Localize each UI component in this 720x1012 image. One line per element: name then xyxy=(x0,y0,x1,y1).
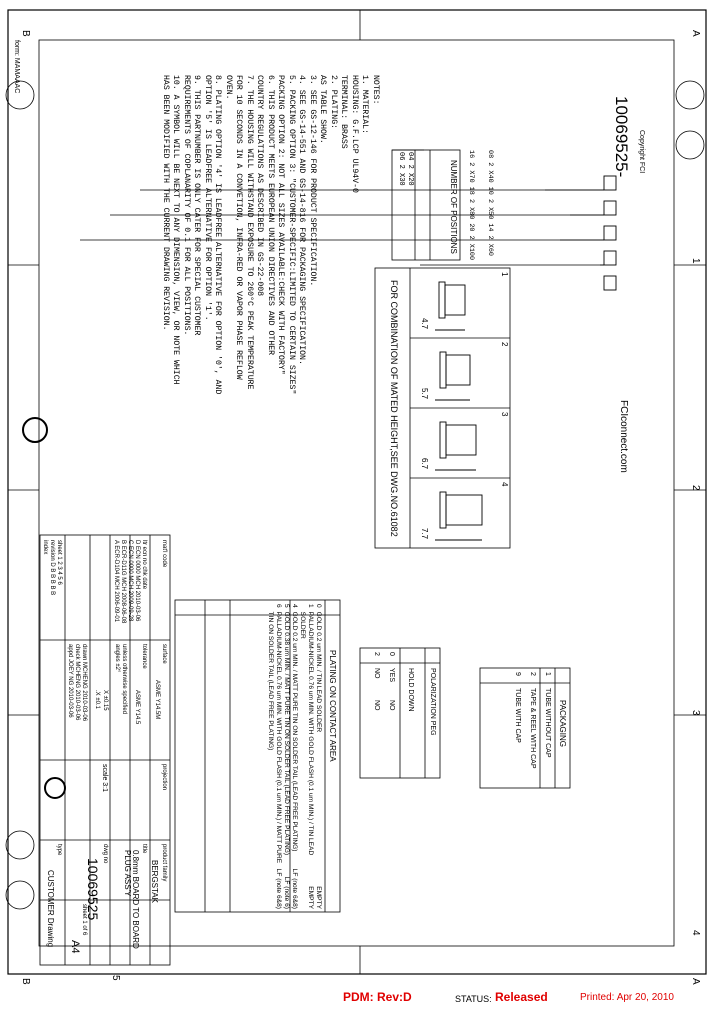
title-value: 0.8mm BOARD TO BOARD PLUG ASS'Y xyxy=(123,850,140,949)
zone-letter-top-a: A xyxy=(690,30,701,37)
mated-height-4: 7.7 xyxy=(420,528,429,540)
packaging-label-3: TUBE WITH CAP xyxy=(514,688,521,743)
note-line: OVEN. xyxy=(224,75,233,100)
positions-row-1: 04 2 X20 xyxy=(406,152,414,186)
type-value: CUSTOMER Drawing xyxy=(46,870,55,948)
notes-block xyxy=(160,75,381,394)
title-label: title xyxy=(141,844,147,854)
positions-row-2: 06 2 X30 xyxy=(397,152,406,186)
plating-row-5: 5 GOLD 0.38 um MIN. / MATT PURE TIN ON SOLDER TAIL (LEAD FREE PLATING) LF (note 6) xyxy=(283,604,290,909)
connector-sketches xyxy=(435,282,482,540)
unless-text: unless otherwise specified xyxy=(121,644,127,715)
sheet-text: sheet 1 of 6 xyxy=(81,904,87,936)
note-line: FOR 10 SECONDS IN A CONVETION, INFRA-RED OR VAPOR PHASE REFLOW xyxy=(234,75,244,380)
plating-row-4: 4 GOLD 0.2 um MIN. / MATT PURE TIN ON SOLDER TAIL (LEAD FREE PLATING) LF (note 6&8) xyxy=(291,604,298,909)
dims2-text: .X ±0.1 xyxy=(94,690,100,709)
positions-row-3: 08 2 X40 xyxy=(486,150,494,183)
positions-row-7: 18 2 X80 xyxy=(467,186,475,220)
plating-row-1: 1 PALLADIUM-NICKEL 0.76 um MIN. WITH GOLD FLASH (0.1 um MIN.) / TIN LEAD SOLDER EMPTY xyxy=(299,604,314,909)
packaging-code-3: 9 xyxy=(514,672,521,676)
suffix-box-group xyxy=(604,176,616,290)
approvals xyxy=(66,644,87,721)
polarization-peg-2: NO xyxy=(373,668,380,679)
note-line: COUNTRY REGULATIONS AS DESCRIBED IN GS-22-008 xyxy=(255,75,265,297)
status-label: STATUS: xyxy=(455,994,492,1004)
packaging-label-1: TUBE WITHOUT CAP xyxy=(544,688,551,758)
zone-letter-top-b: B xyxy=(20,30,31,37)
dwg-no-label: dwg no xyxy=(102,844,108,864)
matl-label: mat'l code xyxy=(161,540,167,568)
revision-header: ltr ecn no chk date xyxy=(141,540,147,590)
zone-letter-bottom-a: A xyxy=(690,978,701,985)
mated-index-3: 3 xyxy=(500,412,509,417)
printed-date: Printed: Apr 20, 2010 xyxy=(580,992,674,1003)
plating-rows xyxy=(266,604,322,909)
note-line: 8. PLATING OPTION '4' IS LEADFREE ALTERNATIVE FOR OPTION '0', AND xyxy=(213,75,223,395)
sheet-index xyxy=(41,540,62,595)
mated-index-4: 4 xyxy=(500,482,509,487)
size-text: A4 xyxy=(69,940,81,954)
polarization-table-grid xyxy=(360,648,440,778)
revision-row-d: D ECN 0000 MCH 2010-03-06 xyxy=(134,540,140,622)
note-line: 3. SEE GS-12-146 FOR PRODUCT SPECIFICATION. xyxy=(308,75,317,287)
positions-rows-extra xyxy=(460,150,494,262)
polarization-hold-2: NO xyxy=(373,700,380,711)
note-line: REQUIREMENTS OF COPLANARITY OF 0.1 FOR ALL POSITIONS. xyxy=(182,75,191,336)
note-line: 6. THIS PRODUCT MEETS EUROPEAN UNION DIRECTIVES AND OTHER xyxy=(266,75,275,356)
zone-letter-bottom-b: B xyxy=(20,978,31,985)
form-code: form: MAMAAAC xyxy=(13,40,20,94)
part-number: 10069525- xyxy=(612,96,631,178)
notes-title: NOTES: xyxy=(371,75,380,105)
revision-row-a: A ECR-D104 MCH 2006-09-01 xyxy=(113,540,119,623)
positions-header: NUMBER OF POSITIONS xyxy=(449,160,458,254)
zone-number-2: 2 xyxy=(690,485,701,491)
mated-height-3: 6.7 xyxy=(420,458,429,470)
type-label: type xyxy=(56,844,62,856)
note-line: AS TABLE SHOW. xyxy=(318,75,328,144)
packaging-table-grid xyxy=(480,668,570,788)
note-line: 2. PLATING: xyxy=(329,75,338,130)
holddown-header: HOLD DOWN xyxy=(407,668,414,712)
note-line: 10. A SYMBOL WILL BE NEXT TO ANY DIMENSION, VIEW, OR NOTE WHICH xyxy=(171,75,181,385)
revision-row-b: B ECR-D11G MCH 2008-06-08 xyxy=(120,540,126,624)
mated-height-1: 4.7 xyxy=(420,318,429,330)
product-family-label: product family xyxy=(161,844,167,882)
revision-table xyxy=(112,540,147,623)
plating-row-0: 0 GOLD 0.2 um MIN. / TIN LEAD SOLDER EMPTY xyxy=(315,604,322,909)
approval-check: check MCHENG 2010-03-06 xyxy=(74,644,80,721)
polarization-peg-1: YES xyxy=(388,668,395,683)
sheet-index-row: sheet 1 2 3 4 5 6 xyxy=(56,540,62,585)
index-row: index xyxy=(42,540,48,555)
zone-number-3: 3 xyxy=(690,710,701,716)
pdm-revision: PDM: Rev:D xyxy=(343,990,412,1004)
mated-height-2: 5.7 xyxy=(420,388,429,400)
fci-logo-graphic xyxy=(23,418,65,798)
projection-label: projection xyxy=(161,764,167,791)
note-line: HOUSING: G.F.LCP UL94V-0 xyxy=(350,75,359,193)
polarization-hold-1: NO xyxy=(388,700,395,711)
positions-row-5: 14 2 X60 xyxy=(486,223,494,257)
product-family-value: BERGSTAK xyxy=(150,860,159,903)
mated-heights-caption: FOR COMBINATION OF MATED HEIGHT,SEE DWG.NO.61082 xyxy=(389,280,399,537)
scale-text: scale 3:1 xyxy=(101,764,108,793)
note-line: 7. THE HOUSING WILL WITHSTAND EXPOSURE TO 260°C PEAK TEMPERATURE xyxy=(245,75,254,390)
angles-text: angles ±2° xyxy=(114,644,120,673)
zone-number-1: 1 xyxy=(690,258,701,264)
dims-text: X ±0.15 xyxy=(102,690,108,711)
plating-header: PLATING ON CONTACT AREA xyxy=(328,650,337,762)
note-line: OPTION '5' IS LEADFREE ALTERNATIVE FOR OPTION '1'. xyxy=(203,75,212,321)
packaging-code-1: 1 xyxy=(544,672,551,676)
positions-rows xyxy=(397,152,414,258)
plating-row-6: 6 PALLADIUM-NICKEL 0.76 um MIN. WITH GOLD FLASH (0.1 um MIN.) / MATT PURE TIN ON SOLDER TAIL (LEAD FREE PLATING) LF (note 6&8) xyxy=(267,604,282,909)
packaging-code-2: 2 xyxy=(529,672,536,676)
approval-drawn: drawn MCHENG 2010-03-06 xyxy=(81,644,87,722)
note-line: 5. PACKING OPTION 3: "CUSTOMER-SPECIFIC:LIMITED TO CERTAIN SIZES" xyxy=(287,75,296,395)
note-line: TERMINAL: BRASS xyxy=(339,75,349,149)
note-line: 9. THIS PARTNUMBER IS ONLY CATER FOR SPECIAL CUSTOMER xyxy=(192,75,202,336)
revision-row-c: C ECN 0000 MCH 2009-09-28 xyxy=(127,540,133,622)
dwg-no-value: 10069525 xyxy=(85,858,101,921)
note-line: HAS BEEN MODIFIED WITH THE CURRENT DRAWING REVISION. xyxy=(161,75,170,331)
copyright-text: Copyright FCI xyxy=(638,130,645,174)
website-text: FCIconnect.com xyxy=(618,400,629,473)
revision-index-row: revision D B B B B B xyxy=(49,540,55,596)
zone-number-4: 4 xyxy=(690,930,701,936)
positions-row-8: 20 2 X100 xyxy=(467,223,475,261)
tolerance-value: ASME Y14.5 xyxy=(134,690,140,725)
packaging-header: PACKAGING xyxy=(558,700,567,747)
polarization-header: POLARIZATION PEG xyxy=(429,668,436,736)
polarization-code-1: 0 xyxy=(388,652,395,656)
mated-index-2: 2 xyxy=(500,342,509,347)
approval-appd: appd JOEY NG 2010-03-06 xyxy=(67,644,73,718)
polarization-code-2: 2 xyxy=(373,652,380,656)
mated-index-1: 1 xyxy=(500,272,509,277)
note-line: 4. SEE GS-14-551 AND GS-14-816 FOR PACKAGING SPECIFICATION. xyxy=(297,75,307,365)
note-line: PACKING OPTION 2: NOT ALL SIZES AVAILABLE:CHECK WITH FACTORY" xyxy=(276,75,286,375)
positions-row-6: 16 2 X70 xyxy=(467,150,475,183)
note-line: 1. MATERIAL: xyxy=(360,75,370,134)
zone-number-5: 5 xyxy=(110,975,121,981)
positions-row-4: 10 2 X50 xyxy=(486,186,494,220)
surface-label: surface xyxy=(161,644,167,664)
status-value: Released xyxy=(495,990,548,1004)
tolerance-label: tolerance xyxy=(141,644,147,669)
packaging-label-2: TAPE & REEL WITH CAP xyxy=(529,688,536,769)
surface-value: ASME Y14.5M xyxy=(154,680,160,720)
